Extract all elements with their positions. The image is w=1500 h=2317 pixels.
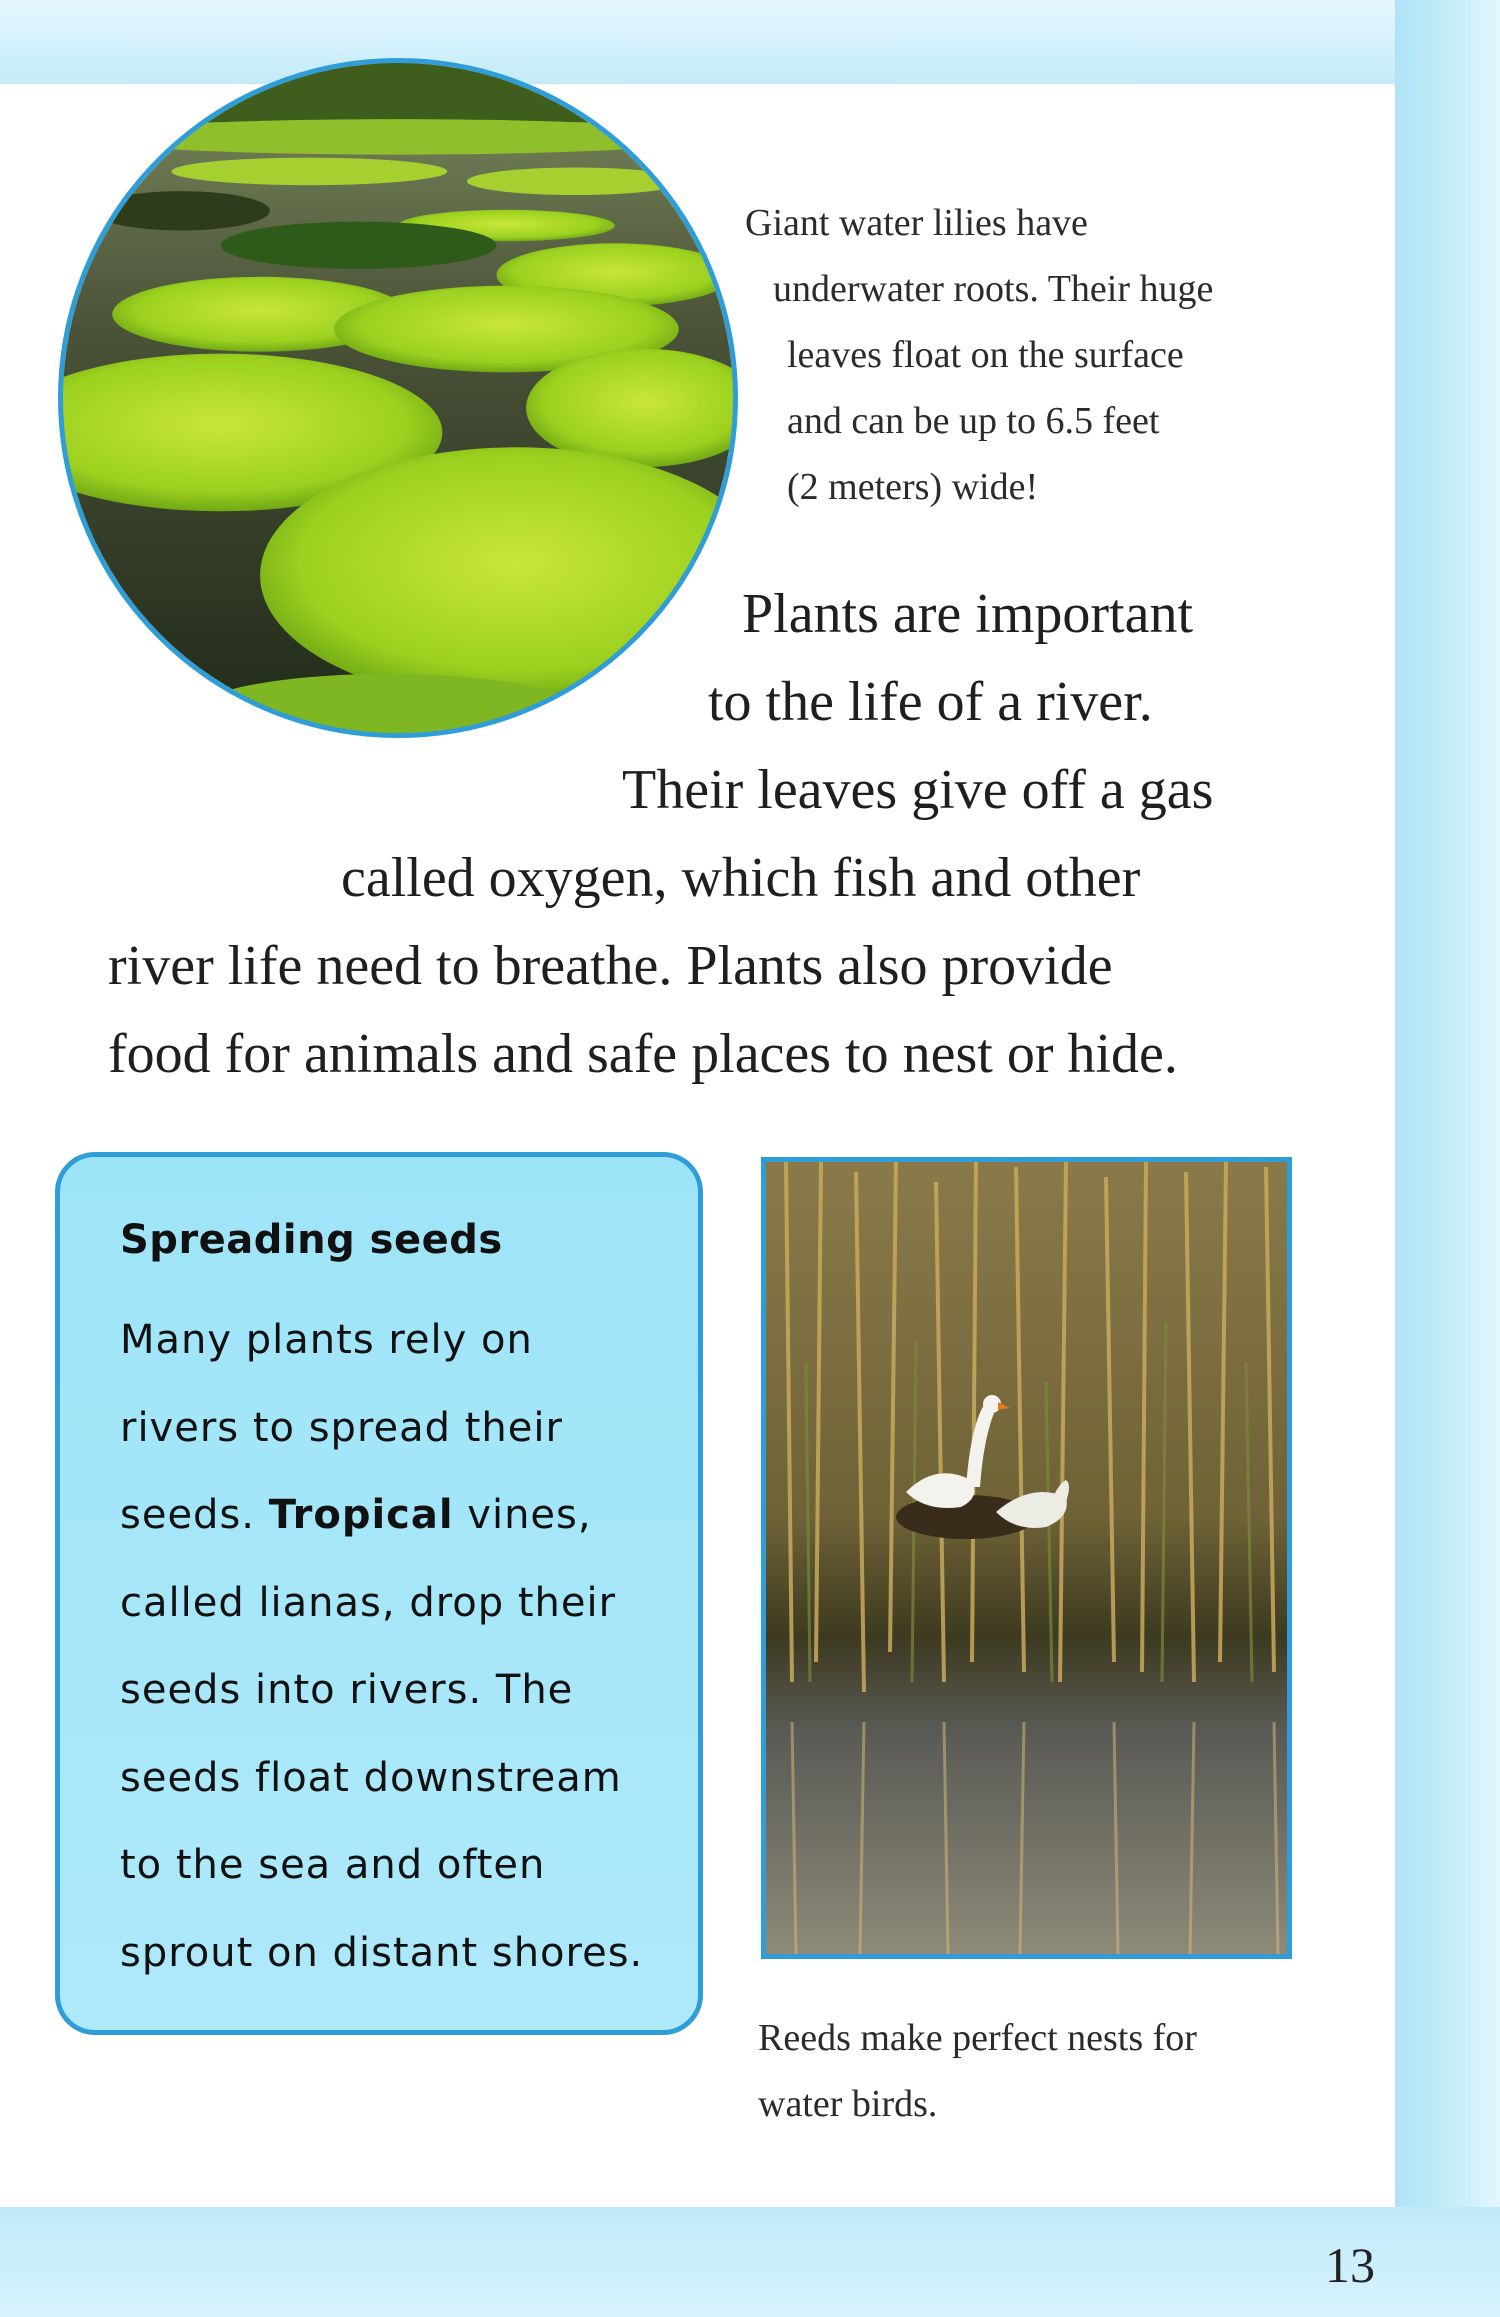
reeds-illustration xyxy=(766,1162,1287,1954)
paragraph-line: river life need to breathe. Plants also provide xyxy=(108,935,1113,997)
bottom-margin-band xyxy=(0,2207,1500,2317)
paragraph-line: Plants are important xyxy=(742,583,1194,645)
sidebar-line: rivers to spread their xyxy=(120,1404,563,1451)
reeds-caption xyxy=(758,2005,1318,2137)
sidebar-line xyxy=(120,1472,710,1560)
paragraph-line: food for animals and safe places to nest or hide. xyxy=(108,1023,1178,1085)
sidebar-line: Many plants rely on xyxy=(120,1317,533,1363)
sidebar-line: to the sea and often xyxy=(120,1842,546,1888)
page-number: 13 xyxy=(1325,2237,1375,2293)
sidebar-keyword: Tropical xyxy=(268,1492,454,1538)
spreading-seeds-sidebar xyxy=(55,1152,703,2035)
paragraph-line: Their leaves give off a gas xyxy=(622,759,1214,821)
reeds-swan-photo xyxy=(761,1157,1292,1959)
sidebar-title: Spreading seeds xyxy=(120,1217,503,1263)
sidebar-text: vines, xyxy=(453,1492,592,1538)
caption-line: leaves float on the surface xyxy=(787,334,1184,376)
sidebar-line: sprout on distant shores. xyxy=(120,1929,644,1976)
paragraph-line: called oxygen, which fish and other xyxy=(341,847,1141,909)
water-lily-caption xyxy=(745,190,1345,520)
caption-line: Reeds make perfect nests for xyxy=(758,2017,1197,2059)
caption-line: (2 meters) wide! xyxy=(787,466,1039,508)
sidebar-line: seeds into rivers. The xyxy=(120,1667,574,1713)
caption-line: water birds. xyxy=(758,2083,938,2125)
caption-line: Giant water lilies have xyxy=(745,202,1088,244)
main-paragraph xyxy=(0,570,1395,1098)
right-margin-band xyxy=(1395,0,1500,2317)
sidebar-line: seeds float downstream xyxy=(120,1754,622,1801)
sidebar-line: called lianas, drop their xyxy=(120,1579,617,1626)
caption-line: and can be up to 6.5 feet xyxy=(787,400,1160,442)
top-margin-band xyxy=(0,0,1395,84)
caption-line: underwater roots. Their huge xyxy=(773,268,1214,310)
paragraph-line: to the life of a river. xyxy=(708,671,1153,733)
sidebar-text: seeds. xyxy=(120,1492,269,1538)
sidebar-body xyxy=(120,1297,710,1997)
